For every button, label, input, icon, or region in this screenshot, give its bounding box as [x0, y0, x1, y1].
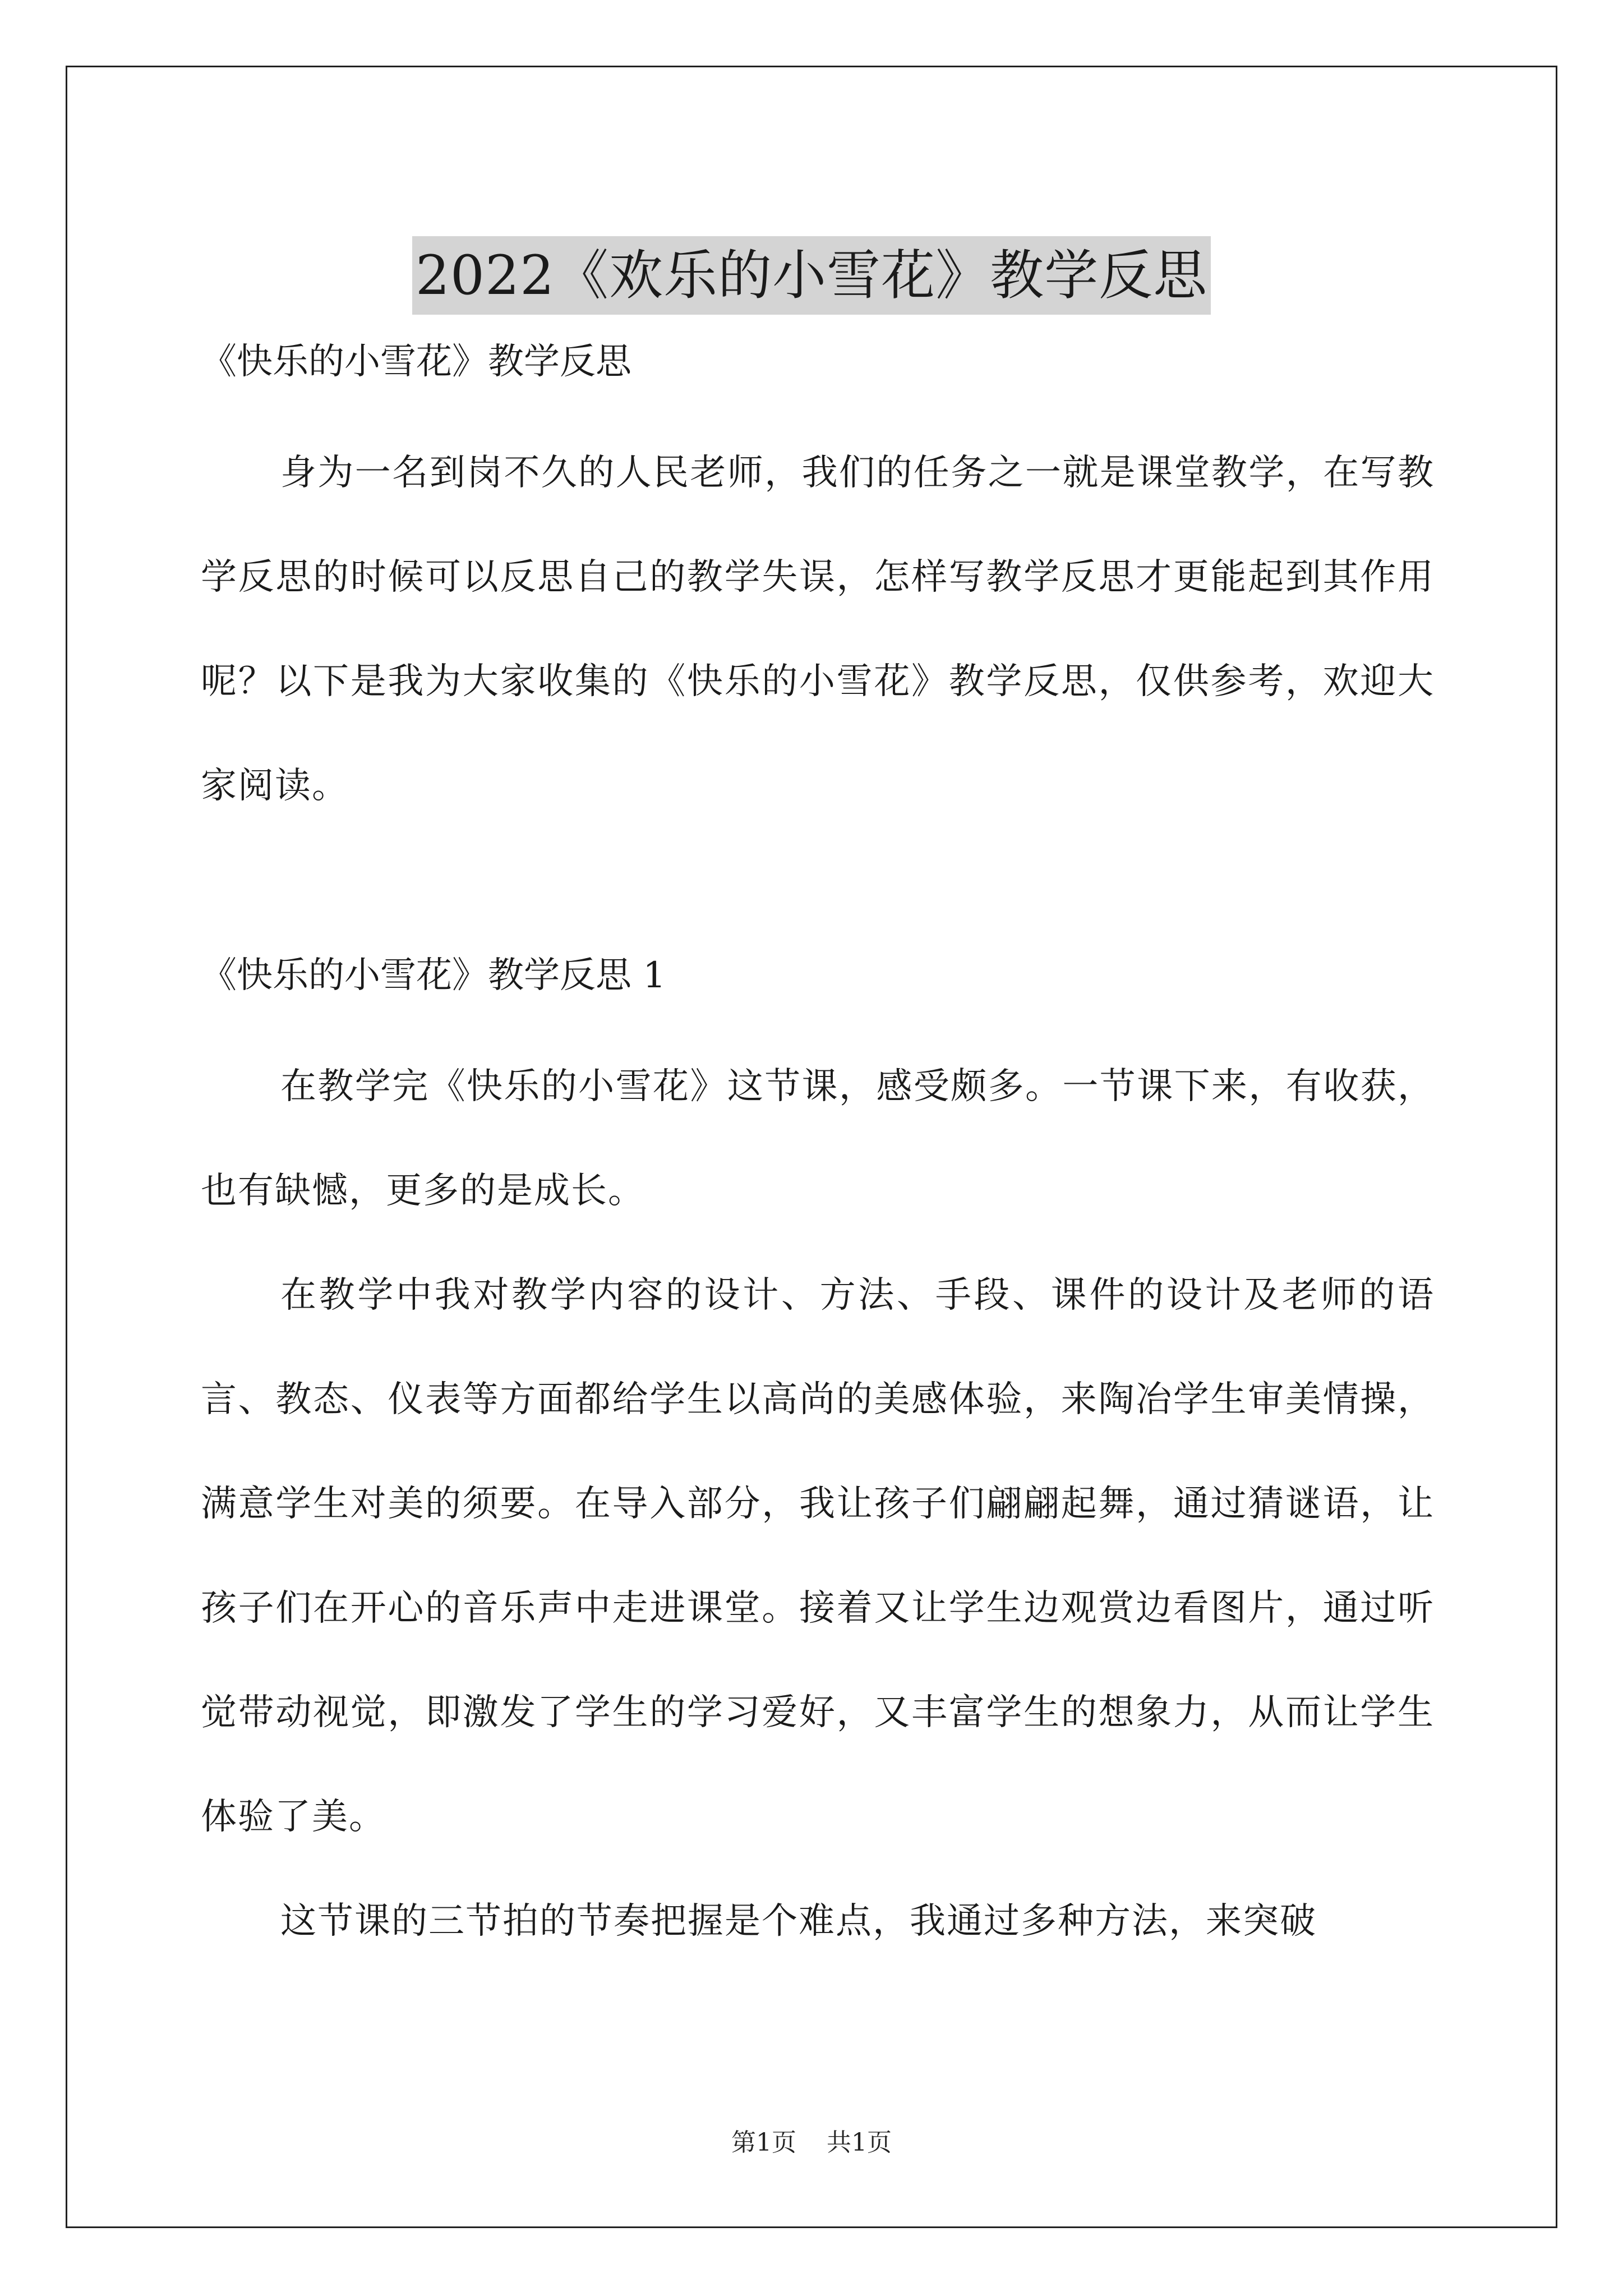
body-paragraph: 这节课的三节拍的节奏把握是个难点，我通过多种方法，来突破: [280, 1901, 1317, 1942]
section-heading: 《快乐的小雪花》教学反思 1: [201, 955, 666, 996]
body-paragraph: 在教学中我对教学内容的设计、方法、手段、课件的设计及老师的语言、教态、仪表等方面都给学生以高尚的美感体验，来陶冶学生审美情操，满意学生对美的须要。在导入部分，我让孩子们翩翩起舞，通过猜谜语，让孩子们在开心的音乐声中走进课堂。接着又让学生边观赏边看图片，通过听觉带动视觉，即激发了学生的学习爱好，又丰富学生的想象力，从而让学生体验了美。: [201, 1274, 1435, 1838]
title-container: [0, 200, 1623, 351]
document-body: [201, 337, 1435, 1973]
page-footer: [0, 2126, 1623, 2160]
document-title: 2022《欢乐的小雪花》教学反思: [412, 236, 1211, 315]
page-total: 共1页: [827, 2128, 892, 2157]
body-paragraph: 在教学完《快乐的小雪花》这节课，感受颇多。一节课下来，有收获，也有缺憾，更多的是成长。: [201, 1066, 1435, 1212]
intro-heading: 《快乐的小雪花》教学反思: [201, 341, 631, 383]
intro-paragraph: 身为一名到岗不久的人民老师，我们的任务之一就是课堂教学，在写教学反思的时候可以反思自己的教学失误，怎样写教学反思才更能起到其作用呢？以下是我为大家收集的《快乐的小雪花》教学反思，仅供参考，欢迎大家阅读。: [201, 452, 1435, 807]
page-number: 第1页: [731, 2128, 796, 2157]
